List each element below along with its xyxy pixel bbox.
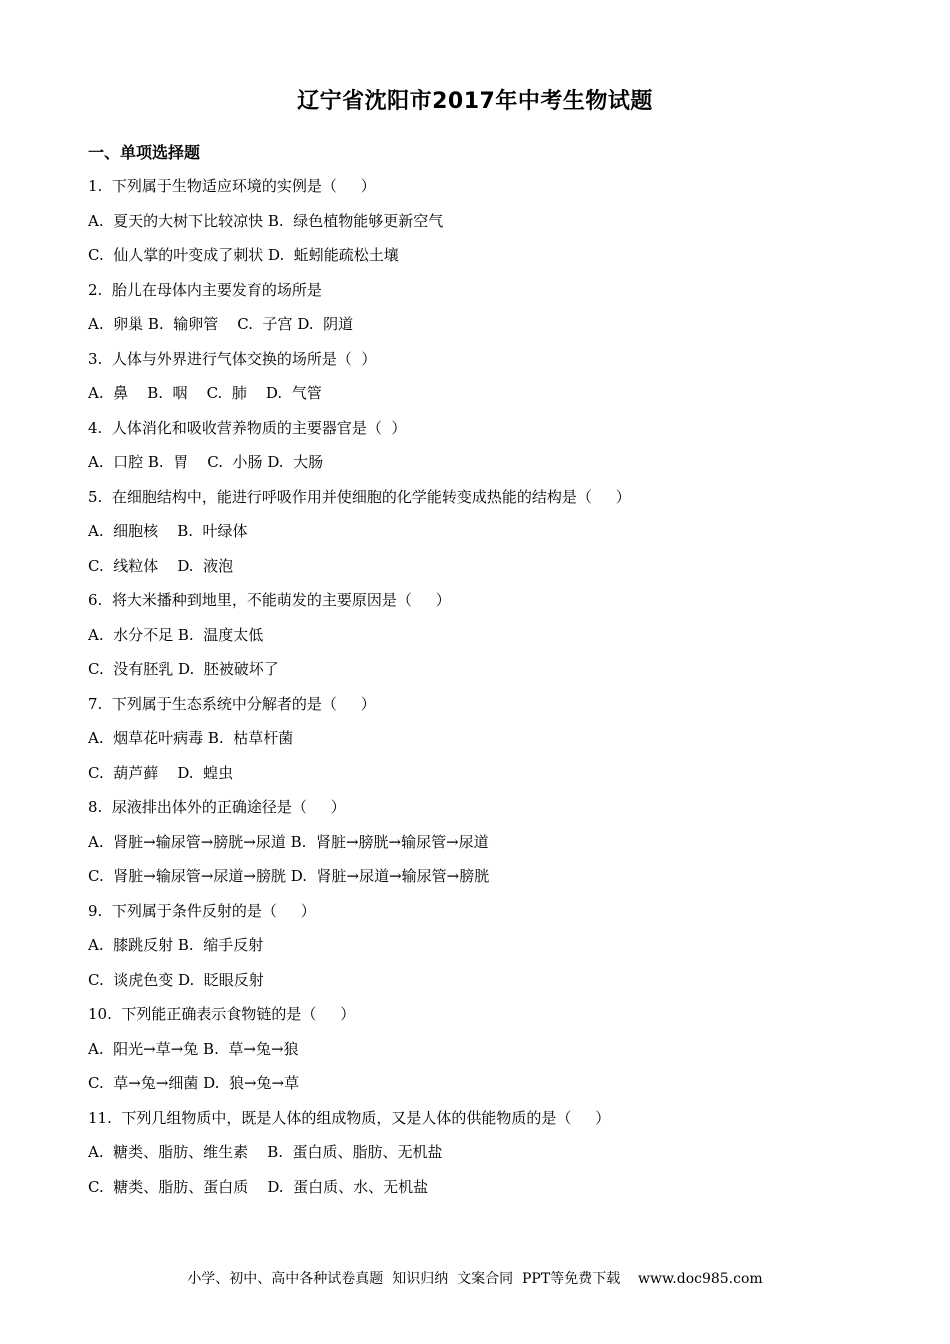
text-line: 6. 将大米播种到地里，不能萌发的主要原因是（ ） xyxy=(88,591,451,609)
text-line: A. 夏天的大树下比较凉快 B. 绿色植物能够更新空气 xyxy=(88,211,444,230)
text-line: A. 膝跳反射 B. 缩手反射 xyxy=(88,936,264,954)
text-line: C. 线粒体 D. 液泡 xyxy=(88,556,234,575)
text-line: A. 水分不足 B. 温度太低 xyxy=(88,625,264,644)
text-line: 7. 下列属于生态系统中分解者的是（ ） xyxy=(88,694,376,713)
text-line: A. 口腔 B. 胃 C. 小肠 D. 大肠 xyxy=(88,453,324,471)
text-line: 4. 人体消化和吸收营养物质的主要器官是（ ） xyxy=(88,418,407,437)
text-line: A. 烟草花叶病毒 B. 枯草杆菌 xyxy=(88,729,294,747)
text-line: A. 糖类、脂肪、维生素 B. 蛋白质、脂肪、无机盐 xyxy=(88,1143,443,1161)
text-line: C. 糖类、脂肪、蛋白质 D. 蛋白质、水、无机盐 xyxy=(88,1177,429,1196)
text-line: 2. 胎儿在母体内主要发育的场所是 xyxy=(88,280,322,299)
text-line: A. 细胞核 B. 叶绿体 xyxy=(88,522,248,540)
text-line: A. 阳光→草→兔 B. 草→兔→狼 xyxy=(88,1039,299,1058)
text-line: C. 没有胚乳 D. 胚被破坏了 xyxy=(88,660,279,678)
text-line: 1. 下列属于生物适应环境的实例是（ ） xyxy=(88,177,376,195)
text-line: 3. 人体与外界进行气体交换的场所是（ ） xyxy=(88,349,377,368)
text-line: C. 草→兔→细菌 D. 狼→兔→草 xyxy=(88,1074,300,1092)
text-line: 11. 下列几组物质中，既是人体的组成物质，又是人体的供能物质的是（ ） xyxy=(88,1108,611,1127)
text-line: A. 卵巢 B. 输卵管 C. 子宫 D. 阴道 xyxy=(88,315,354,333)
question-list xyxy=(88,174,888,1209)
text-line: 5. 在细胞结构中，能进行呼吸作用并使细胞的化学能转变成热能的结构是（ ） xyxy=(88,487,631,506)
document-title: 辽宁省沈阳市2017年中考生物试题 xyxy=(297,89,653,114)
text-line: A. 肾脏→输尿管→膀胱→尿道 B. 肾脏→膀胱→输尿管→尿道 xyxy=(88,832,489,851)
text-line: C. 仙人掌的叶变成了刺状 D. 蚯蚓能疏松土壤 xyxy=(88,246,399,264)
text-line: 10. 下列能正确表示食物链的是（ ） xyxy=(88,1005,356,1023)
text-line: C. 葫芦藓 D. 蝗虫 xyxy=(88,763,234,782)
section-heading: 一、单项选择题 xyxy=(88,143,201,162)
text-line: C. 肾脏→输尿管→尿道→膀胱 D. 肾脏→尿道→输尿管→膀胱 xyxy=(88,867,490,885)
text-line: C. 谈虎色变 D. 眨眼反射 xyxy=(88,970,264,989)
page-footer: 小学、初中、高中各种试卷真题 知识归纳 文案合同 PPT等免费下载 www.doc985.com xyxy=(187,1271,763,1287)
text-line: 8. 尿液排出体外的正确途径是（ ） xyxy=(88,798,346,816)
text-line: A. 鼻 B. 咽 C. 肺 D. 气管 xyxy=(88,384,322,402)
text-line: 9. 下列属于条件反射的是（ ） xyxy=(88,901,316,920)
